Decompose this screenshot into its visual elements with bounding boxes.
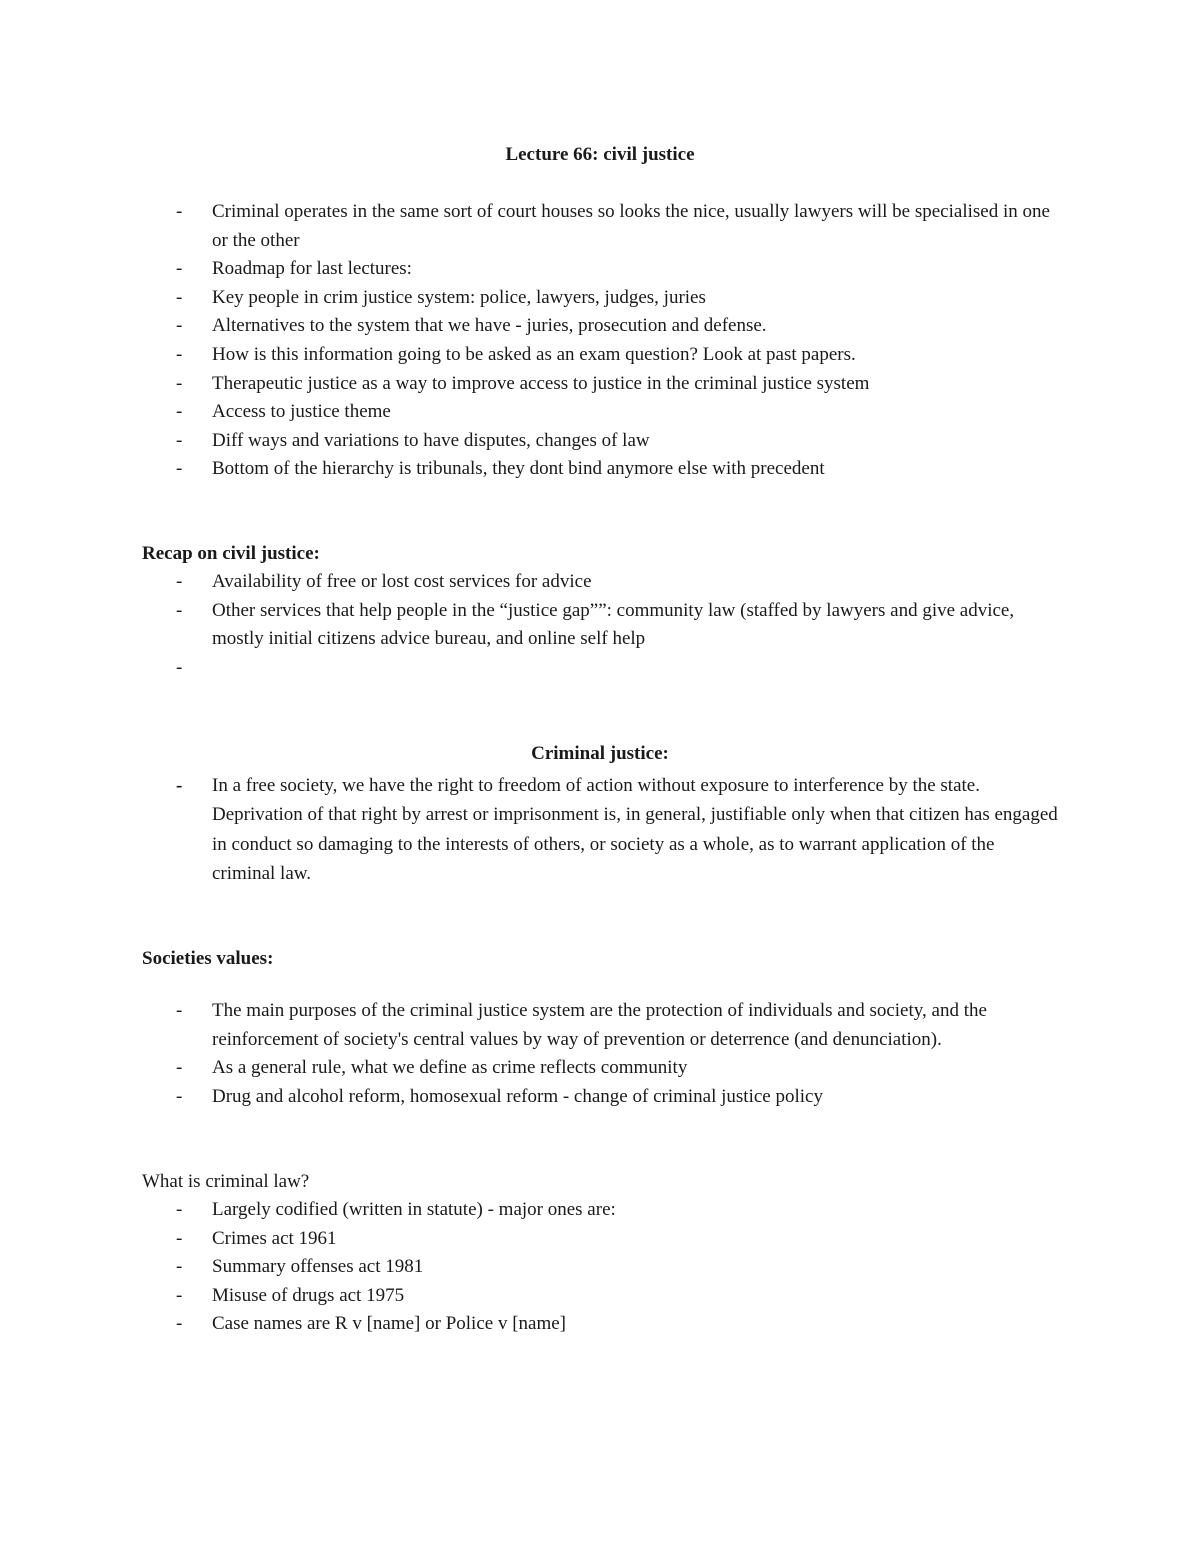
societies-values-heading: Societies values: [142, 948, 274, 969]
societies-values-list [0, 997, 1200, 1111]
bullet-dash: - [176, 571, 183, 592]
list-item: - Case names are R v [name] or Police v [name] [0, 1310, 1200, 1339]
intro-list [0, 198, 1200, 484]
bullet-dash: - [176, 401, 183, 423]
list-item: - Diff ways and variations to have disputes, changes of law [0, 427, 1200, 456]
recap-list [0, 568, 1200, 682]
list-item: - Largely codified (written in statute) - major ones are: [0, 1196, 1200, 1225]
list-item: - The main purposes of the criminal justice system are the protection of individuals and society, and the reinforcement of society's central values by way of prevention or deterrence (and denunciation). [0, 997, 1200, 1054]
list-item: - Roadmap for last lectures: [0, 255, 1200, 284]
list-item [0, 654, 1200, 683]
bullet-dash: - [176, 1284, 183, 1306]
list-item: - Summary offenses act 1981 [0, 1253, 1200, 1282]
list-item: - Bottom of the hierarchy is tribunals, they dont bind anymore else with precedent [0, 455, 1200, 484]
bullet-dash: - [176, 458, 183, 480]
list-item: - As a general rule, what we define as crime reflects community [0, 1054, 1200, 1083]
list-item: - Alternatives to the system that we have - juries, prosecution and defense. [0, 312, 1200, 341]
bullet-dash: - [176, 429, 183, 451]
bullet-dash: - [176, 1000, 183, 1021]
list-item: - Availability of free or lost cost services for advice [0, 568, 1200, 597]
list-item: - How is this information going to be asked as an exam question? Look at past papers. [0, 341, 1200, 370]
bullet-dash: - [176, 1085, 183, 1107]
bullet-dash: - [176, 315, 183, 337]
bullet-dash: - [176, 286, 183, 308]
list-item: - Other services that help people in the “justice gap””: community law (staffed by lawyers and give advice, mostly initial citizens advice bureau, and online self help [0, 597, 1200, 654]
bullet-dash: - [176, 343, 183, 365]
bullet-dash: - [176, 1313, 183, 1335]
bullet-dash: - [176, 599, 183, 621]
list-item: - Misuse of drugs act 1975 [0, 1282, 1200, 1311]
criminal-justice-heading: Criminal justice: [531, 743, 669, 764]
bullet-dash: - [176, 1227, 183, 1249]
bullet-dash: - [176, 656, 183, 678]
bullet-dash: - [176, 1199, 183, 1220]
criminal-justice-list [0, 771, 1200, 889]
bullet-dash: - [176, 372, 183, 394]
list-item: - Key people in crim justice system: police, lawyers, judges, juries [0, 284, 1200, 313]
recap-heading: Recap on civil justice: [142, 543, 320, 564]
list-item: - In a free society, we have the right to freedom of action without exposure to interference by the state. Deprivation of that right by arrest or imprisonment is, in general, justifiable only when that citizen has engaged in conduct so damaging to the interests of others, or society as a whole, as to warrant application of the criminal law. [0, 771, 1200, 889]
bullet-dash: - [176, 1057, 183, 1079]
list-item: - Therapeutic justice as a way to improve access to justice in the criminal justice system [0, 370, 1200, 399]
criminal-law-list [0, 1196, 1200, 1339]
bullet-dash: - [176, 775, 183, 796]
bullet-dash: - [176, 258, 183, 280]
list-item: - Criminal operates in the same sort of court houses so looks the nice, usually lawyers will be specialised in one or the other [0, 198, 1200, 255]
bullet-dash: - [176, 1256, 183, 1278]
page-title: Lecture 66: civil justice [505, 144, 695, 165]
bullet-dash: - [176, 201, 183, 222]
list-item: - Drug and alcohol reform, homosexual reform - change of criminal justice policy [0, 1083, 1200, 1112]
list-item: - Crimes act 1961 [0, 1225, 1200, 1254]
list-item: - Access to justice theme [0, 398, 1200, 427]
criminal-law-question: What is criminal law? [142, 1171, 310, 1192]
